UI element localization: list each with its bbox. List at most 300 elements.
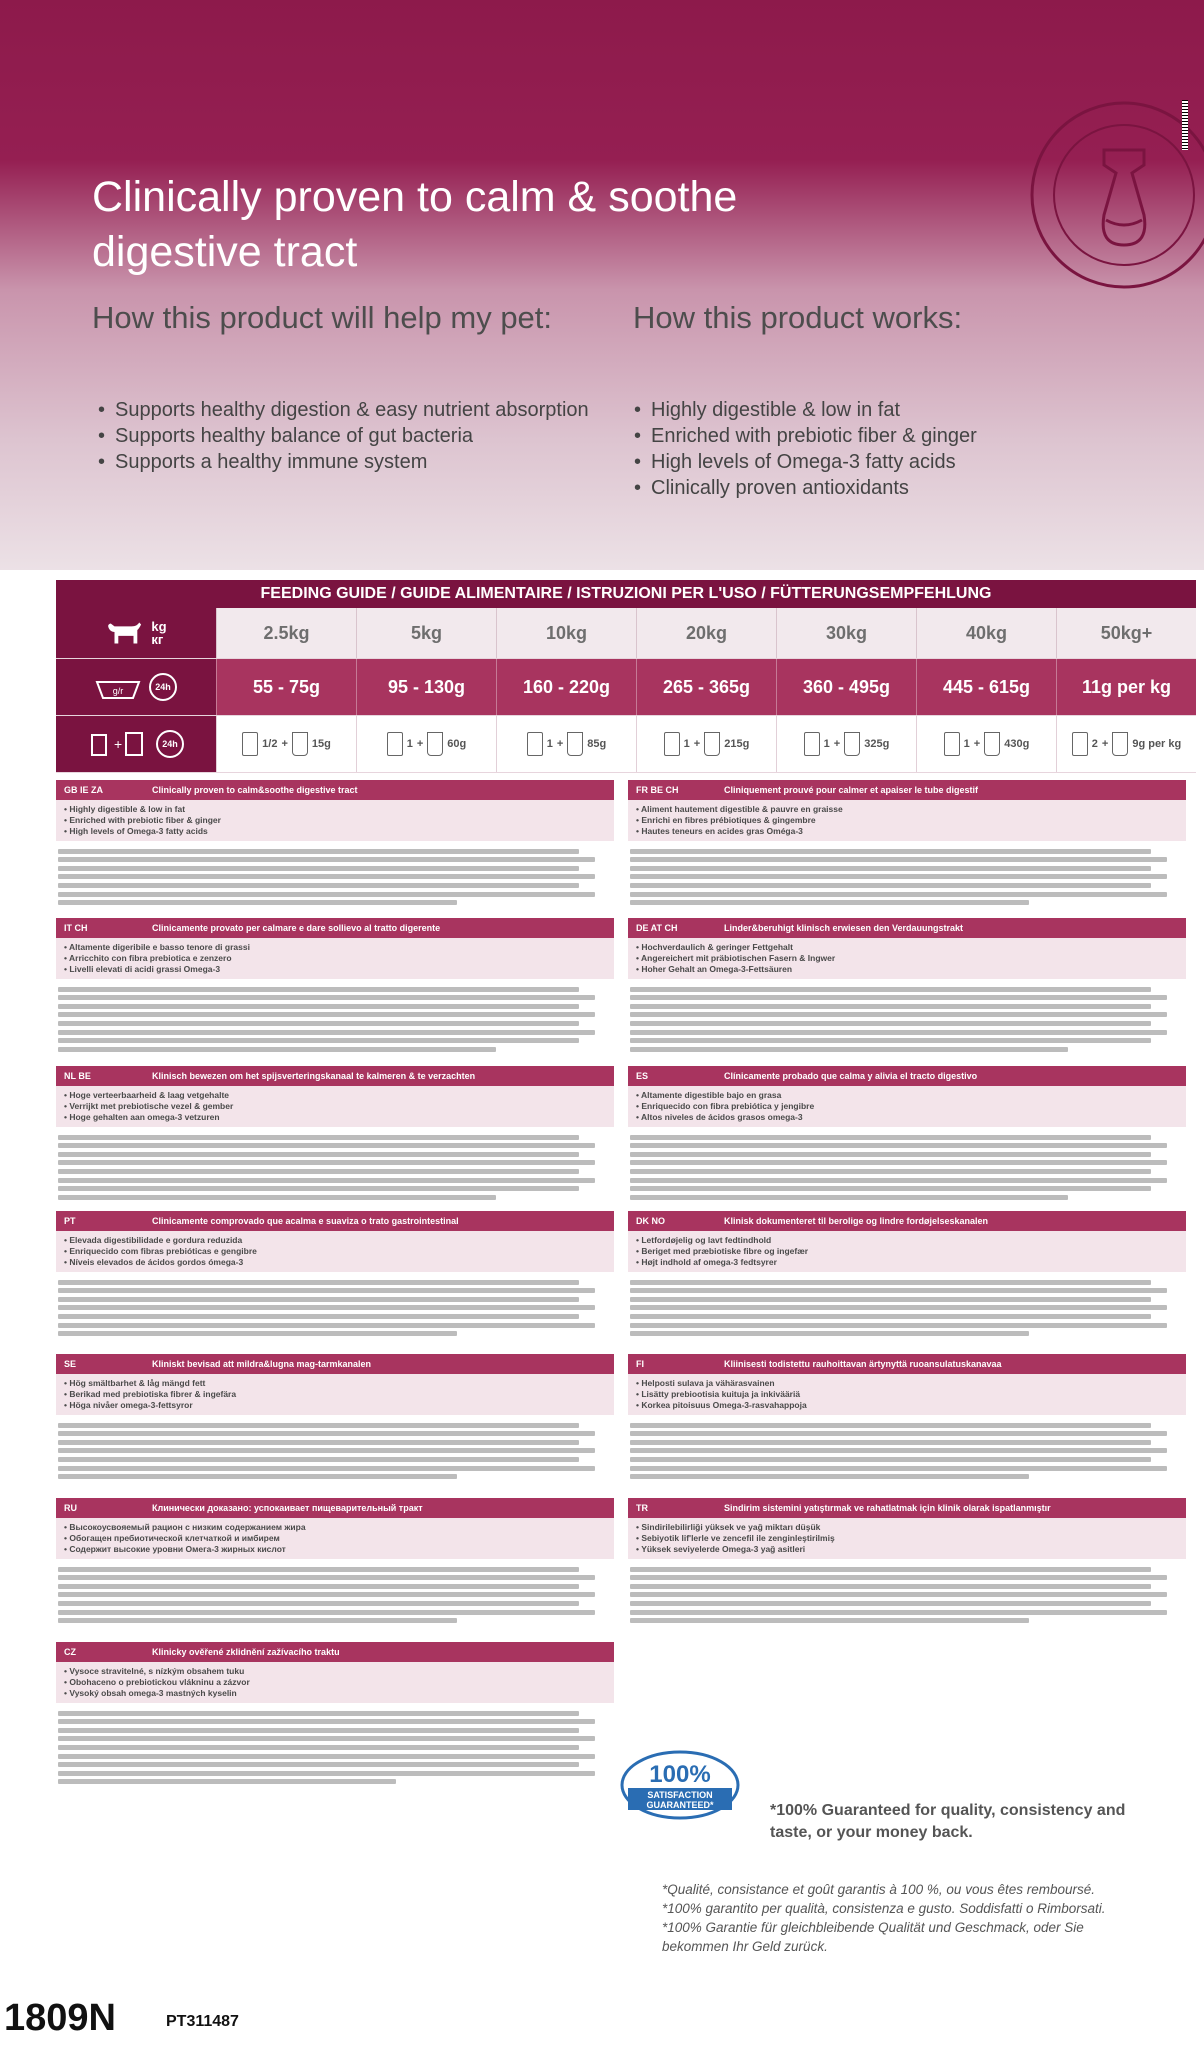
mixed-cell: 1 + 325g — [776, 716, 916, 772]
works-bullet: • Highly digestible & low in fat — [634, 397, 977, 423]
bullet-text: Beriget med præbiotiske fibre og ingefær — [641, 1246, 809, 1256]
section-header — [628, 780, 1186, 800]
text-line — [58, 1474, 457, 1479]
text-line — [630, 1135, 1151, 1140]
bullet-text: Hochverdaulich & geringer Fettgehalt — [641, 942, 793, 952]
mixed-grams: 60g — [447, 738, 467, 750]
section-bullet — [636, 1389, 1178, 1400]
mixed-grams: 430g — [1004, 738, 1030, 750]
section-bullet — [64, 1101, 606, 1112]
bullet-text: Hoge verteerbaarheid & laag vetgehalte — [69, 1090, 230, 1100]
text-line — [58, 866, 579, 871]
bullet-dot: • — [64, 1235, 70, 1245]
fine-print-placeholder — [628, 1559, 1186, 1623]
bullet-text: Highly digestible & low in fat — [69, 804, 186, 814]
text-line — [630, 883, 1151, 888]
mixed-packs: 1 — [963, 738, 970, 750]
text-line — [58, 1745, 579, 1750]
text-line — [58, 1457, 579, 1462]
bullet-dot: • — [636, 1533, 642, 1543]
bullet-text: Níveis elevados de ácidos gordos ómega-3 — [69, 1257, 244, 1267]
section-bullet — [64, 804, 606, 815]
language-code: ES — [636, 1071, 649, 1081]
bullet-text: Yüksek seviyelerde Omega-3 yağ asitleri — [641, 1544, 806, 1554]
weight-cell: 40kg — [916, 608, 1056, 658]
text-line — [58, 1592, 595, 1597]
section-title: Kliinisesti todistettu rauhoittavan ärtynyttä ruoansulatuskanavaa — [724, 1359, 1002, 1369]
dry-food-row — [56, 659, 1196, 716]
text-line — [630, 1160, 1167, 1165]
text-line — [630, 1567, 1151, 1572]
weight-row — [56, 608, 1196, 659]
mixed-packs: 1 — [823, 738, 830, 750]
mixed-cell: 1 + 85g — [496, 716, 636, 772]
text-line — [630, 1280, 1151, 1285]
language-code: DE AT CH — [636, 923, 678, 933]
works-bullet: • High levels of Omega-3 fatty acids — [634, 449, 977, 475]
bullet-dot: • — [636, 1112, 642, 1122]
section-bullet — [64, 1522, 606, 1533]
text-line — [630, 1012, 1167, 1017]
section-bullet — [64, 1544, 606, 1555]
section-header — [628, 1066, 1186, 1086]
vet-flask-logo-icon — [994, 95, 1204, 305]
bullet-text: Højt indhold af omega-3 fedtsyrer — [641, 1257, 777, 1267]
bullet-text: Содержит высокие уровни Омега-3 жирных кислот — [69, 1544, 286, 1554]
bullet-text: Obohaceno o prebiotickou vlákninu a zázvor — [69, 1677, 250, 1687]
bullet-dot: • — [64, 942, 70, 952]
bullet-text: Korkea pitoisuus Omega-3-rasvahappoja — [641, 1400, 807, 1410]
bullet-text: Berikad med prebiotiska fibrer & ingefära — [69, 1389, 237, 1399]
language-code: TR — [636, 1503, 648, 1513]
text-line — [630, 1618, 1029, 1623]
section-bullets — [56, 938, 614, 979]
help-bullets — [98, 397, 589, 475]
mixed-packs: 2 — [1091, 738, 1098, 750]
text-line — [58, 1711, 579, 1716]
fine-print-placeholder — [56, 1415, 614, 1479]
section-bullet — [636, 942, 1178, 953]
text-line — [630, 1575, 1167, 1580]
bullet-dot: • — [636, 1389, 642, 1399]
language-section — [56, 1211, 614, 1348]
section-title: Linder&beruhigt klinisch erwiesen den Verdauungstrakt — [724, 923, 964, 933]
bullet-text: Sindirilebilirliği yüksek ve yağ miktarı düşük — [641, 1522, 821, 1532]
bullet-text: Vysoký obsah omega-3 mastných kyselin — [69, 1688, 237, 1698]
bullet-dot: • — [64, 1677, 70, 1687]
text-line — [630, 1297, 1151, 1302]
feeding-guide-heading: FEEDING GUIDE / GUIDE ALIMENTAIRE / ISTRUZIONI PER L'USO / FÜTTERUNGSEMPFEHLUNG — [56, 580, 1196, 608]
text-line — [630, 1186, 1151, 1191]
bullet-text: Verrijkt met prebiotische vezel & gember — [69, 1101, 234, 1111]
section-bullet — [636, 1101, 1178, 1112]
text-line — [630, 1610, 1167, 1615]
bullet-dot: • — [64, 1533, 70, 1543]
bullet-text: Livelli elevati di acidi grassi Omega-3 — [69, 964, 221, 974]
text-line — [58, 1314, 579, 1319]
wet-pack-icon — [664, 732, 680, 756]
text-line — [630, 1457, 1151, 1462]
bullet-dot: • — [64, 1378, 70, 1388]
section-bullets — [56, 1662, 614, 1703]
mixed-cell: 1 + 60g — [356, 716, 496, 772]
mixed-packs: 1 — [406, 738, 413, 750]
mixed-cell: 1 + 215g — [636, 716, 776, 772]
bullet-text: Высокоусвояемый рацион с низким содержанием жира — [69, 1522, 306, 1532]
section-bullet — [64, 1246, 606, 1257]
section-bullet — [64, 1112, 606, 1123]
text-line — [630, 1423, 1151, 1428]
text-line — [58, 1288, 595, 1293]
section-bullet — [636, 804, 1178, 815]
weight-header — [56, 608, 216, 658]
text-line — [58, 1047, 496, 1052]
dry-unit: g/r — [112, 686, 124, 696]
bullet-dot: • — [636, 804, 642, 814]
works-heading: How this product works: — [633, 300, 963, 335]
bullet-text: Letfordøjelig og lavt fedtindhold — [641, 1235, 772, 1245]
text-line — [630, 892, 1167, 897]
dry-cup-icon — [844, 732, 860, 756]
text-line — [58, 849, 579, 854]
section-bullets — [56, 1086, 614, 1127]
text-line — [58, 1331, 457, 1336]
text-line — [630, 1440, 1151, 1445]
text-line — [58, 900, 457, 905]
fine-print-placeholder — [56, 1127, 614, 1200]
dry-amount-cell: 95 - 130g — [356, 659, 496, 715]
section-header — [56, 1066, 614, 1086]
text-line — [58, 1143, 595, 1148]
bullet-text: Enrichi en fibres prébiotiques & gingembre — [641, 815, 816, 825]
mixed-grams: 215g — [724, 738, 750, 750]
weight-unit: kg кг — [151, 619, 167, 647]
mixed-feeding-header — [56, 716, 216, 772]
language-code: FR BE CH — [636, 785, 679, 795]
text-line — [630, 1331, 1029, 1336]
bullet-dot: • — [636, 1101, 642, 1111]
section-header — [56, 1211, 614, 1231]
text-line — [630, 1305, 1167, 1310]
section-bullet — [64, 1677, 606, 1688]
section-bullets — [56, 1374, 614, 1415]
works-bullet: • Enriched with prebiotic fiber & ginger — [634, 423, 977, 449]
section-bullet — [636, 1533, 1178, 1544]
text-line — [58, 1762, 579, 1767]
works-bullet: • Clinically proven antioxidants — [634, 475, 977, 501]
text-line — [630, 1474, 1029, 1479]
bullet-text: Enriquecido con fibra prebiótica y jengibre — [641, 1101, 815, 1111]
text-line — [630, 1592, 1167, 1597]
bullet-text: Helposti sulava ja vähärasvainen — [641, 1378, 775, 1388]
text-line — [630, 1152, 1151, 1157]
text-line — [58, 1771, 595, 1776]
language-code: GB IE ZA — [64, 785, 104, 795]
text-line — [630, 1448, 1167, 1453]
hero-title: Clinically proven to calm & soothe digestive tract — [92, 173, 738, 277]
fine-print-placeholder — [628, 1272, 1186, 1336]
section-header — [628, 918, 1186, 938]
section-bullet — [636, 953, 1178, 964]
bullet-dot: • — [636, 1246, 642, 1256]
mixed-feeding-row — [56, 716, 1196, 773]
text-line — [630, 1288, 1167, 1293]
satisfaction-badge — [620, 1750, 740, 1820]
text-line — [630, 1314, 1151, 1319]
section-bullet — [64, 1666, 606, 1677]
mixed-grams: 85g — [587, 738, 607, 750]
product-code: 1809N — [4, 1997, 116, 2039]
dry-cup-icon — [292, 732, 308, 756]
mixed-packs: 1/2 — [262, 738, 278, 750]
badge-big: 100% — [649, 1761, 711, 1788]
section-bullets — [628, 1374, 1186, 1415]
works-bullets — [634, 397, 977, 501]
section-title: Kliniskt bevisad att mildra&lugna mag-tarmkanalen — [152, 1359, 372, 1369]
text-line — [58, 1431, 595, 1436]
text-line — [58, 1601, 579, 1606]
text-line — [58, 1004, 579, 1009]
text-line — [58, 1448, 595, 1453]
text-line — [630, 995, 1167, 1000]
section-bullets — [56, 800, 614, 841]
text-line — [58, 1135, 579, 1140]
wet-pack-icon — [242, 732, 258, 756]
text-line — [58, 987, 579, 992]
bullet-text: Vysoce stravitelné, s nízkým obsahem tuku — [69, 1666, 245, 1676]
bullet-text: Hautes teneurs en acides gras Oméga-3 — [641, 826, 803, 836]
text-line — [630, 900, 1029, 905]
language-code: PT — [64, 1216, 76, 1226]
section-bullet — [64, 1090, 606, 1101]
bullet-dot: • — [64, 1666, 70, 1676]
text-line — [630, 849, 1151, 854]
guarantee-main: *100% Guaranteed for quality, consistency and taste, or your money back. — [770, 1802, 1126, 1841]
text-line — [58, 1466, 595, 1471]
fine-print-placeholder — [56, 1272, 614, 1336]
weight-cell: 5kg — [356, 608, 496, 658]
fine-print-placeholder — [56, 979, 614, 1052]
text-line — [58, 1280, 579, 1285]
text-line — [630, 1038, 1151, 1043]
text-line — [630, 987, 1151, 992]
bullet-text: Aliment hautement digestible & pauvre en graisse — [641, 804, 843, 814]
svg-text:+: + — [114, 736, 123, 752]
bullet-dot: • — [64, 1544, 70, 1554]
can-plus-bag-icon — [88, 729, 148, 759]
bullet-dot: • — [64, 1400, 70, 1410]
text-line — [630, 1178, 1167, 1183]
section-bullet — [636, 1378, 1178, 1389]
text-line — [58, 1610, 595, 1615]
text-line — [58, 1575, 595, 1580]
weight-cell: 30kg — [776, 608, 916, 658]
section-bullet — [64, 1235, 606, 1246]
bullet-dot: • — [636, 1544, 642, 1554]
guarantee-de: *100% Garantie für gleichbleibende Qualität und Geschmack, oder Sie bekommen Ihr Geld zurück. — [662, 1920, 1084, 1954]
language-code: RU — [64, 1503, 77, 1513]
bullet-dot: • — [636, 815, 642, 825]
language-section — [628, 1211, 1186, 1348]
feeding-guide — [56, 580, 1196, 773]
text-line — [630, 1431, 1167, 1436]
section-bullet — [636, 1400, 1178, 1411]
bullet-dot: • — [64, 1090, 70, 1100]
bullet-dot: • — [64, 953, 70, 963]
section-title: Sindirim sistemini yatıştırmak ve rahatlatmak için klinik olarak ispatlanmıştır — [724, 1503, 1051, 1513]
language-section — [56, 1498, 614, 1636]
bullet-dot: • — [636, 1090, 642, 1100]
bullet-text: Enriched with prebiotic fiber & ginger — [69, 815, 221, 825]
text-line — [58, 1297, 579, 1302]
bullet-text: Altamente digeribile e basso tenore di grassi — [69, 942, 250, 952]
section-bullet — [64, 1688, 606, 1699]
language-code: IT CH — [64, 923, 88, 933]
mixed-packs: 1 — [683, 738, 690, 750]
guarantee-fr: *Qualité, consistance et goût garantis à 100 %, ou vous êtes remboursé. — [662, 1882, 1096, 1897]
section-header — [628, 1354, 1186, 1374]
text-line — [58, 874, 595, 879]
section-bullet — [636, 964, 1178, 975]
text-line — [58, 1323, 595, 1328]
text-line — [630, 1021, 1151, 1026]
bullet-text: Sebiyotik lif'lerle ve zencefil ile zenginleştirilmiş — [641, 1533, 835, 1543]
mixed-grams: 15g — [311, 738, 331, 750]
text-line — [630, 1030, 1167, 1035]
mixed-cell: 2 + 9g per kg — [1056, 716, 1196, 772]
bullet-dot: • — [636, 1522, 642, 1532]
bullet-text: Hoge gehalten aan omega-3 vetzuren — [69, 1112, 220, 1122]
fine-print-placeholder — [628, 841, 1186, 905]
bullet-dot: • — [636, 1400, 642, 1410]
mixed-cell: 1/2 + 15g — [216, 716, 356, 772]
section-header — [56, 1354, 614, 1374]
bullet-dot: • — [636, 1257, 642, 1267]
language-code: FI — [636, 1359, 644, 1369]
section-bullet — [64, 1378, 606, 1389]
bullet-text: High levels of Omega-3 fatty acids — [69, 826, 208, 836]
section-bullet — [64, 815, 606, 826]
text-line — [630, 1323, 1167, 1328]
section-header — [56, 918, 614, 938]
language-code: CZ — [64, 1647, 76, 1657]
section-bullet — [636, 1522, 1178, 1533]
section-header — [56, 1498, 614, 1518]
hero-banner — [0, 0, 1204, 570]
text-line — [58, 1754, 595, 1759]
text-line — [58, 1728, 579, 1733]
section-bullet — [64, 1257, 606, 1268]
section-bullet — [64, 964, 606, 975]
wet-pack-icon — [944, 732, 960, 756]
section-bullet — [636, 1235, 1178, 1246]
bullet-text: Altos niveles de ácidos grasos omega-3 — [641, 1112, 803, 1122]
dry-cup-icon — [427, 732, 443, 756]
text-line — [58, 1178, 595, 1183]
bullet-text: Enriquecido com fibras prebióticas e gengibre — [69, 1246, 257, 1256]
text-line — [630, 857, 1167, 862]
language-code: SE — [64, 1359, 77, 1369]
text-line — [58, 1736, 595, 1741]
weight-cell: 20kg — [636, 608, 776, 658]
section-header — [628, 1211, 1186, 1231]
dry-amount-cell: 360 - 495g — [776, 659, 916, 715]
text-line — [630, 1584, 1151, 1589]
bullet-dot: • — [64, 815, 70, 825]
text-line — [58, 1012, 595, 1017]
bullet-text: Hoher Gehalt an Omega-3-Fettsäuren — [641, 964, 793, 974]
fine-print-placeholder — [56, 1559, 614, 1623]
bullet-text: Обогащен пребиотической клетчаткой и имбирем — [69, 1533, 280, 1543]
text-line — [58, 1030, 595, 1035]
help-bullet: • Supports healthy balance of gut bacteria — [98, 423, 589, 449]
text-line — [58, 1195, 496, 1200]
section-title: Klinicky ověřené zklidnění zažívacího traktu — [152, 1647, 340, 1657]
language-code: NL BE — [64, 1071, 91, 1081]
section-title: Clínicamente probado que calma y alivia el tracto digestivo — [724, 1071, 978, 1081]
bullet-dot: • — [64, 964, 70, 974]
text-line — [630, 1047, 1068, 1052]
section-title: Clinicamente provato per calmare e dare sollievo al tratto digerente — [152, 923, 441, 933]
text-line — [630, 1143, 1167, 1148]
section-bullets — [628, 800, 1186, 841]
help-bullet: • Supports healthy digestion & easy nutrient absorption — [98, 397, 589, 423]
text-line — [630, 866, 1151, 871]
food-bowl-icon — [95, 674, 141, 700]
section-bullets — [628, 938, 1186, 979]
clock-24h-icon: 24h — [156, 730, 184, 758]
bullet-dot: • — [636, 826, 642, 836]
text-line — [58, 892, 595, 897]
bullet-text: Hög smältbarhet & låg mängd fett — [69, 1378, 206, 1388]
language-section — [56, 1354, 614, 1492]
language-section — [628, 918, 1186, 1060]
language-section — [56, 780, 614, 912]
badge-line1: SATISFACTION — [647, 1790, 713, 1800]
language-section — [628, 1498, 1186, 1636]
section-bullets — [628, 1518, 1186, 1559]
bullet-dot: • — [64, 1257, 70, 1267]
text-line — [58, 1152, 579, 1157]
text-line — [630, 1004, 1151, 1009]
clock-24h-icon: 24h — [149, 673, 177, 701]
text-line — [630, 1195, 1068, 1200]
bullet-dot: • — [64, 1246, 70, 1256]
bullet-dot: • — [64, 1112, 70, 1122]
section-header — [56, 1642, 614, 1662]
section-bullets — [56, 1231, 614, 1272]
bullet-text: Angereichert mit präbiotischen Fasern & Ingwer — [641, 953, 836, 963]
text-line — [58, 1305, 595, 1310]
help-heading: How this product will help my pet: — [92, 300, 553, 335]
section-bullet — [64, 953, 606, 964]
mixed-cell: 1 + 430g — [916, 716, 1056, 772]
fine-print-placeholder — [56, 1703, 614, 1784]
text-line — [58, 883, 579, 888]
text-line — [58, 857, 595, 862]
language-section — [628, 780, 1186, 912]
mixed-grams: 9g per kg — [1132, 738, 1182, 750]
weight-cell: 50kg+ — [1056, 608, 1196, 658]
weight-cell: 10kg — [496, 608, 636, 658]
text-line — [630, 1601, 1151, 1606]
dry-amount-cell: 55 - 75g — [216, 659, 356, 715]
section-bullet — [636, 815, 1178, 826]
dog-icon — [105, 618, 143, 648]
wet-pack-icon — [527, 732, 543, 756]
text-line — [58, 1169, 579, 1174]
bullet-dot: • — [64, 1522, 70, 1532]
